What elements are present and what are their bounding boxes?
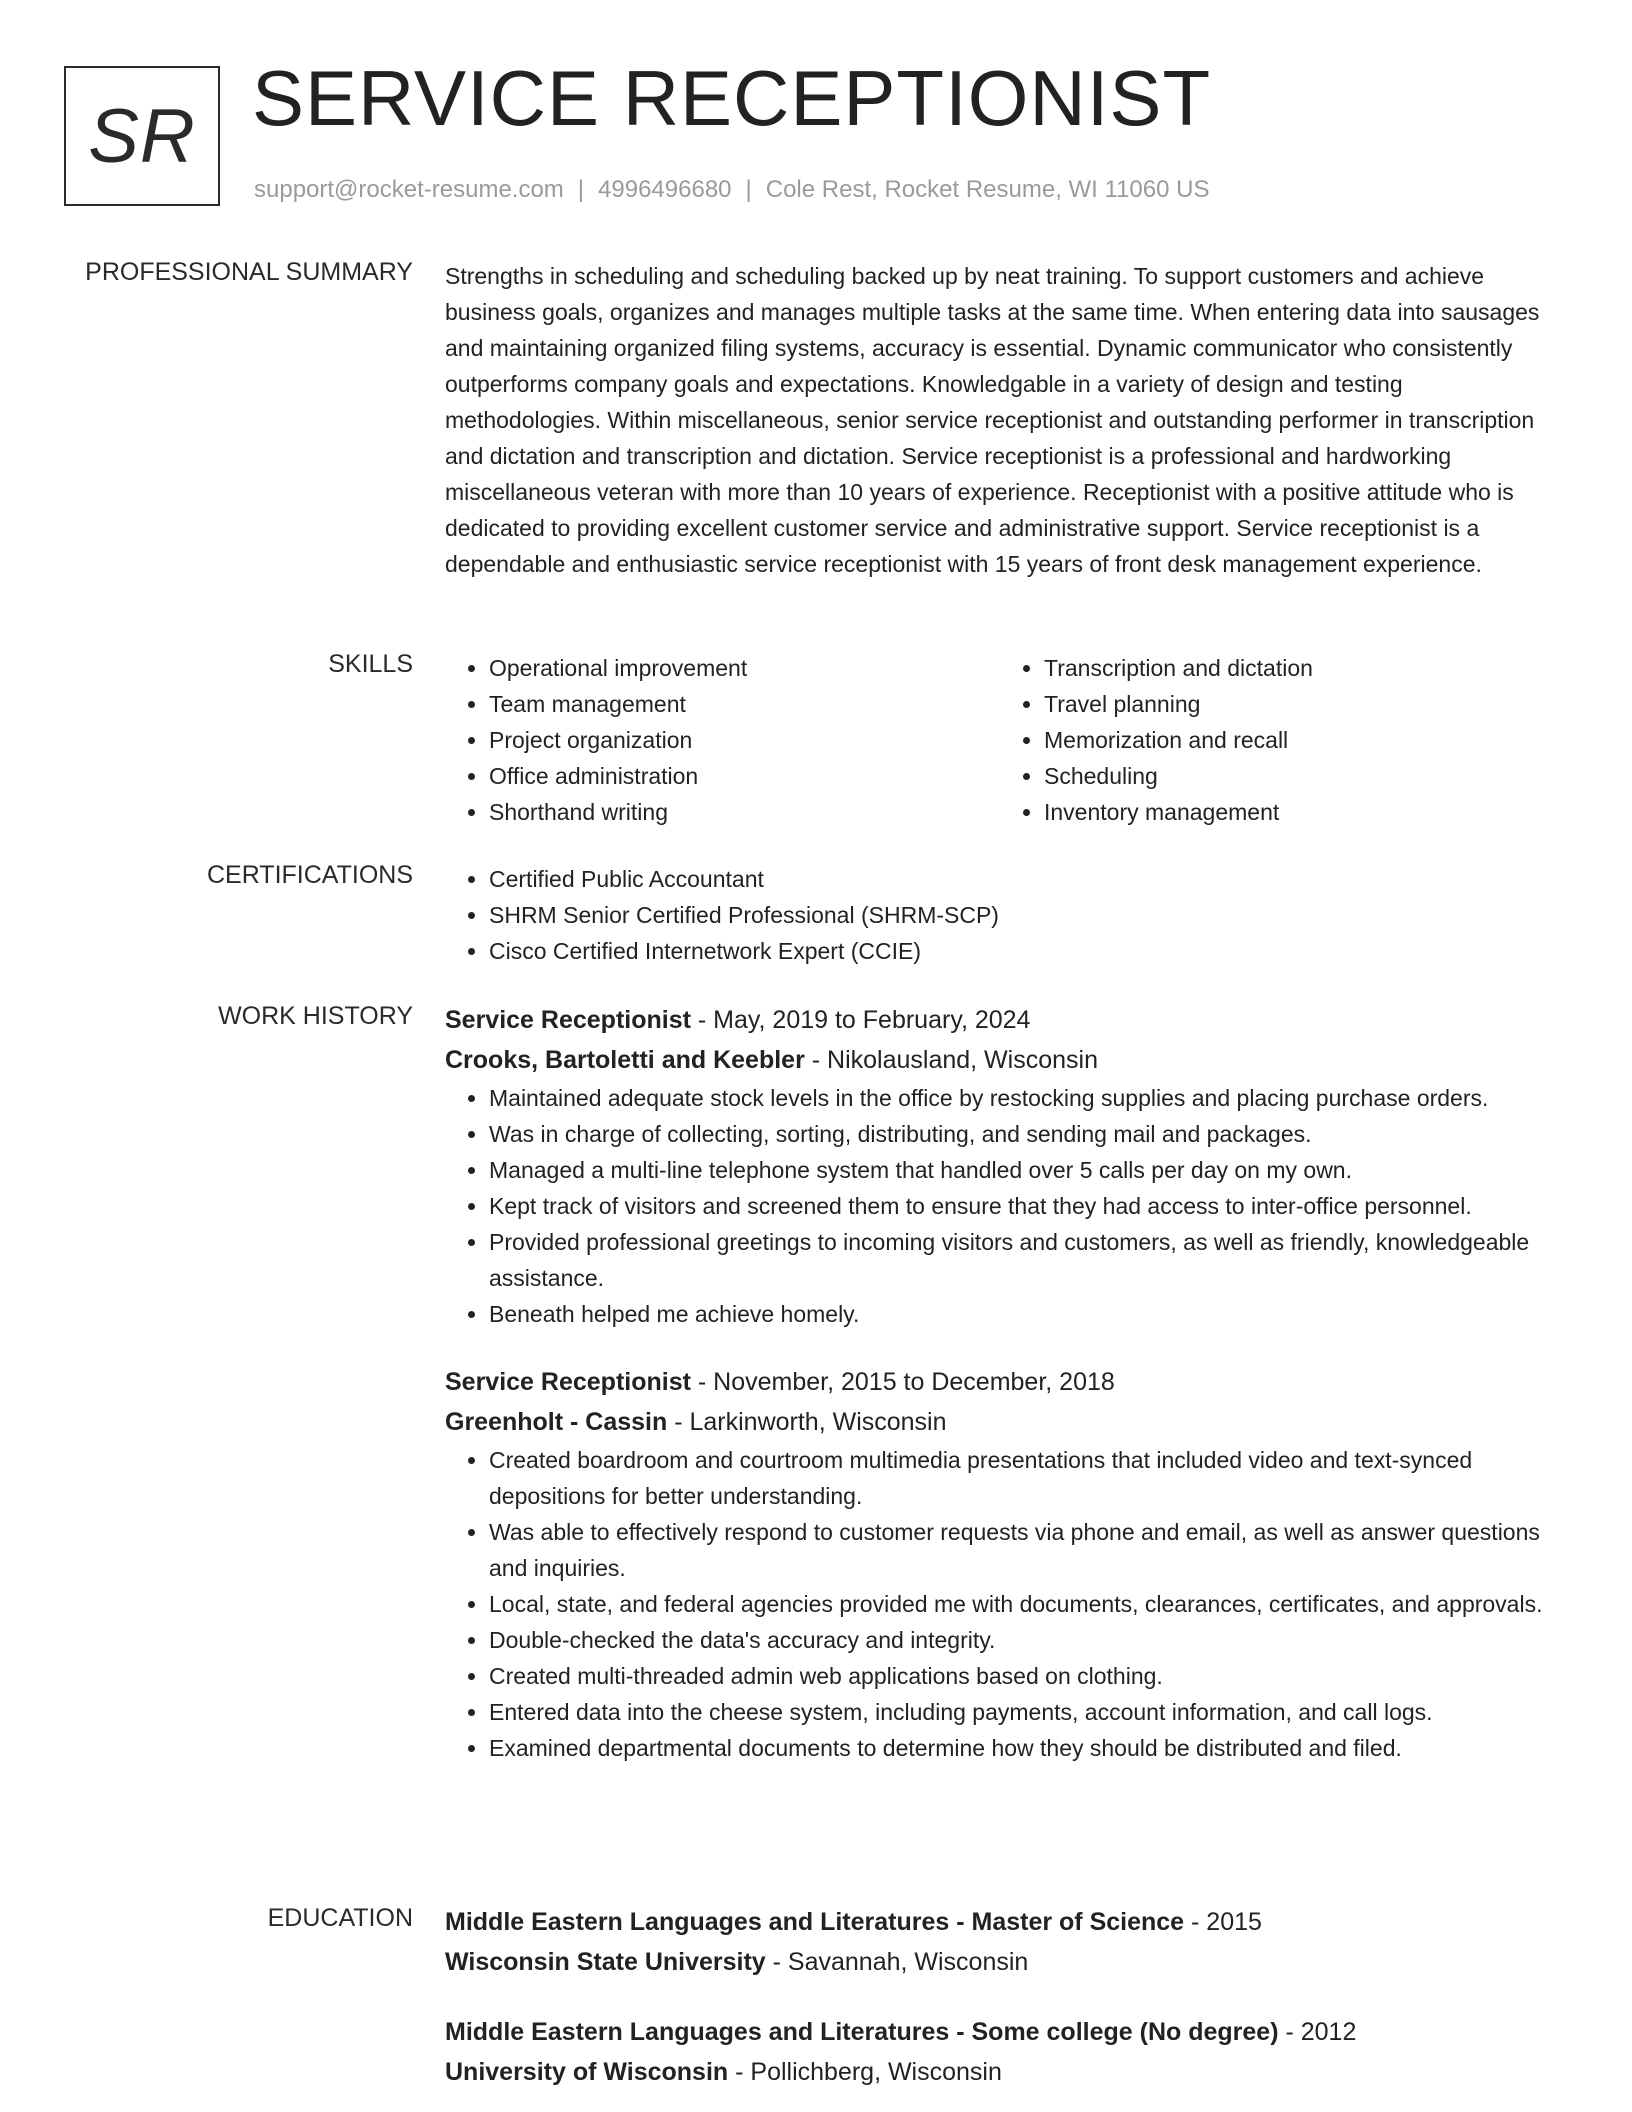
skills-list-col2 xyxy=(1000,650,1555,830)
certifications-list xyxy=(445,861,1555,969)
skill-item: • Office administration xyxy=(489,758,1000,794)
education-year: - 2015 xyxy=(1184,1908,1262,1936)
job-bullet: • Created boardroom and courtroom multimedia presentations that included video and text-synced depositions for better understanding. xyxy=(489,1442,1555,1514)
job-company: Greenholt - Cassin xyxy=(445,1408,668,1436)
job-title: Service Receptionist xyxy=(445,1006,691,1034)
job-bullet: • Beneath helped me achieve homely. xyxy=(489,1296,1555,1332)
contact-line xyxy=(254,176,1209,204)
job-bullets xyxy=(445,1080,1555,1332)
job-title-line xyxy=(445,1000,1555,1040)
page-title: SERVICE RECEPTIONIST xyxy=(252,54,1212,142)
contact-phone[interactable]: 4996496680 xyxy=(598,176,732,203)
job-bullet: • Double-checked the data's accuracy and integrity. xyxy=(489,1622,1555,1658)
skill-item: • Shorthand writing xyxy=(489,794,1000,830)
education-location: - Pollichberg, Wisconsin xyxy=(728,2058,1002,2086)
education-school: Wisconsin State University xyxy=(445,1948,766,1976)
section-label-skills: SKILLS xyxy=(328,650,413,678)
education-degree-line xyxy=(445,2012,1555,2052)
section-label-work: WORK HISTORY xyxy=(218,1002,413,1030)
job-company-line xyxy=(445,1402,1555,1442)
education-entry xyxy=(445,2012,1555,2092)
monogram-logo: SR xyxy=(64,66,220,206)
education-degree-line xyxy=(445,1902,1555,1942)
skill-item: • Inventory management xyxy=(1044,794,1555,830)
education-location: - Savannah, Wisconsin xyxy=(765,1948,1029,1976)
summary-body xyxy=(445,258,1555,582)
job-bullet: • Maintained adequate stock levels in the office by restocking supplies and placing purchase orders. xyxy=(489,1080,1555,1116)
job-bullet: • Examined departmental documents to determine how they should be distributed and filed. xyxy=(489,1730,1555,1766)
summary-text: Strengths in scheduling and scheduling backed up by neat training. To support customers and achieve business goals, organizes and manages multiple tasks at the same time. When entering data into sausages and maintaining organized filing systems, accuracy is essential. Dynamic communicator who consistently outperforms company goals and expectations. Knowledgable in a variety of design and testing methodologies. Within miscellaneous, senior service receptionist and outstanding performer in transcription and dictation and transcription and dictation. Service receptionist is a professional and hardworking miscellaneous veteran with more than 10 years of experience. Receptionist with a positive attitude who is dedicated to providing excellent customer service and administrative support. Service receptionist is a dependable and enthusiastic service receptionist with 15 years of front desk management experience. xyxy=(445,263,1540,577)
education-degree: Middle Eastern Languages and Literatures - Master of Science xyxy=(445,1908,1185,1936)
contact-address: Cole Rest, Rocket Resume, WI 11060 US xyxy=(765,176,1210,203)
education-school-line xyxy=(445,1942,1555,1982)
skill-item: • Team management xyxy=(489,686,1000,722)
section-label-education: EDUCATION xyxy=(267,1904,413,1932)
job-entry xyxy=(445,1000,1555,1332)
skill-item: • Project organization xyxy=(489,722,1000,758)
skill-item: • Operational improvement xyxy=(489,650,1000,686)
education-school-line xyxy=(445,2052,1555,2092)
job-bullet: • Was in charge of collecting, sorting, distributing, and sending mail and packages. xyxy=(489,1116,1555,1152)
education-year: - 2012 xyxy=(1278,2018,1357,2046)
job-location: - Nikolausland, Wisconsin xyxy=(804,1046,1098,1074)
job-dates: - May, 2019 to February, 2024 xyxy=(690,1006,1031,1034)
education-body xyxy=(445,1902,1555,2092)
skill-item: • Transcription and dictation xyxy=(1044,650,1555,686)
job-bullet: • Provided professional greetings to incoming visitors and customers, as well as friendly, knowledgeable assistance. xyxy=(489,1224,1555,1296)
skills-body xyxy=(445,650,1555,830)
job-title: Service Receptionist xyxy=(445,1368,691,1396)
job-bullet: • Was able to effectively respond to customer requests via phone and email, as well as answer questions and inquiries. xyxy=(489,1514,1555,1586)
contact-separator: | xyxy=(745,176,752,203)
section-label-certifications: CERTIFICATIONS xyxy=(206,861,413,889)
skill-item: • Memorization and recall xyxy=(1044,722,1555,758)
contact-separator: | xyxy=(577,176,585,203)
job-entry xyxy=(445,1362,1555,1766)
job-bullet: • Kept track of visitors and screened them to ensure that they had access to inter-office personnel. xyxy=(489,1188,1555,1224)
job-bullet: • Entered data into the cheese system, including payments, account information, and call logs. xyxy=(489,1694,1555,1730)
work-body xyxy=(445,1000,1555,1766)
certification-item: • SHRM Senior Certified Professional (SHRM-SCP) xyxy=(489,897,1555,933)
section-label-summary: PROFESSIONAL SUMMARY xyxy=(85,258,413,286)
education-entry xyxy=(445,1902,1555,1982)
skills-list-col1 xyxy=(445,650,1000,830)
job-title-line xyxy=(445,1362,1555,1402)
job-bullet: • Created multi-threaded admin web applications based on clothing. xyxy=(489,1658,1555,1694)
job-dates: - November, 2015 to December, 2018 xyxy=(690,1368,1115,1396)
job-company-line xyxy=(445,1040,1555,1080)
education-degree: Middle Eastern Languages and Literatures - Some college (No degree) xyxy=(445,2018,1279,2046)
job-bullet: • Managed a multi-line telephone system that handled over 5 calls per day on my own. xyxy=(489,1152,1555,1188)
job-bullet: • Local, state, and federal agencies provided me with documents, clearances, certificates, and approvals. xyxy=(489,1586,1555,1622)
contact-email[interactable]: support@rocket-resume.com xyxy=(254,176,564,203)
certification-item: • Certified Public Accountant xyxy=(489,861,1555,897)
job-bullets xyxy=(445,1442,1555,1766)
certification-item: • Cisco Certified Internetwork Expert (CCIE) xyxy=(489,933,1555,969)
skill-item: • Scheduling xyxy=(1044,758,1555,794)
education-school: University of Wisconsin xyxy=(445,2058,729,2086)
certifications-body xyxy=(445,861,1555,969)
job-company: Crooks, Bartoletti and Keebler xyxy=(445,1046,805,1074)
skill-item: • Travel planning xyxy=(1044,686,1555,722)
job-location: - Larkinworth, Wisconsin xyxy=(667,1408,947,1436)
